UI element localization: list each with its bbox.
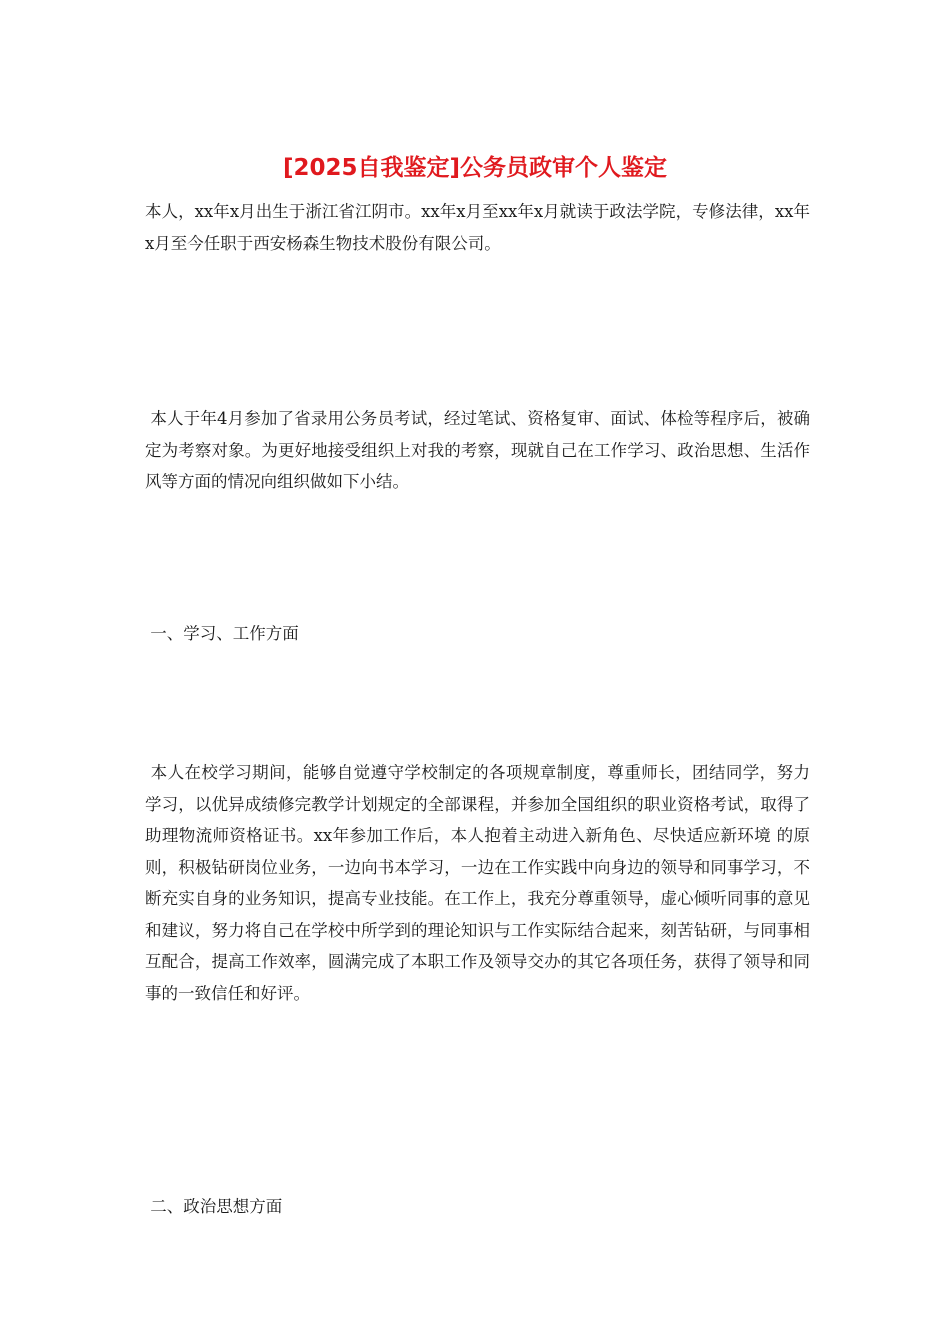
section-2-heading: 二、政治思想方面 bbox=[145, 1197, 283, 1216]
exam-paragraph: 本人于年4月参加了省录用公务员考试，经过笔试、资格复审、面试、体检等程序后，被确定为考察对象。为更好地接受组织上对我的考察，现就自己在工作学习、政治思想、生活作风等方面的情况向组织做如下小结。 bbox=[145, 409, 810, 491]
intro-paragraph: 本人，xx年x月出生于浙江省江阴市。xx年x月至xx年x月就读于政法学院，专修法律，xx年x月至今任职于西安杨森生物技术股份有限公司。 bbox=[145, 202, 810, 253]
document-title: [2025自我鉴定]公务员政审个人鉴定 bbox=[282, 155, 668, 181]
section-1-paragraph: 本人在校学习期间，能够自觉遵守学校制定的各项规章制度，尊重师长，团结同学，努力学习，以优异成绩修完教学计划规定的全部课程，并参加全国组织的职业资格考试，取得了助理物流师资格证书。xx年参加工作后，本人抱着主动进入新角色、尽快适应新环境 的原则，积极钻研岗位业务，一边向书本学习，一边在工作实践中向身边的领导和同事学习，不断充实自身的业务知识，提高专业技能。在工作上，我充分尊重领导，虚心倾听同事的意见和建议，努力将自己在学校中所学到的理论知识与工作实际结合起来，刻苦钻研，与同事相互配合，提高工作效率，圆满完成了本职工作及领导交办的其它各项任务，获得了领导和同事的一致信任和好评。 bbox=[145, 763, 811, 1003]
section-1-heading: 一、学习、工作方面 bbox=[145, 624, 299, 643]
